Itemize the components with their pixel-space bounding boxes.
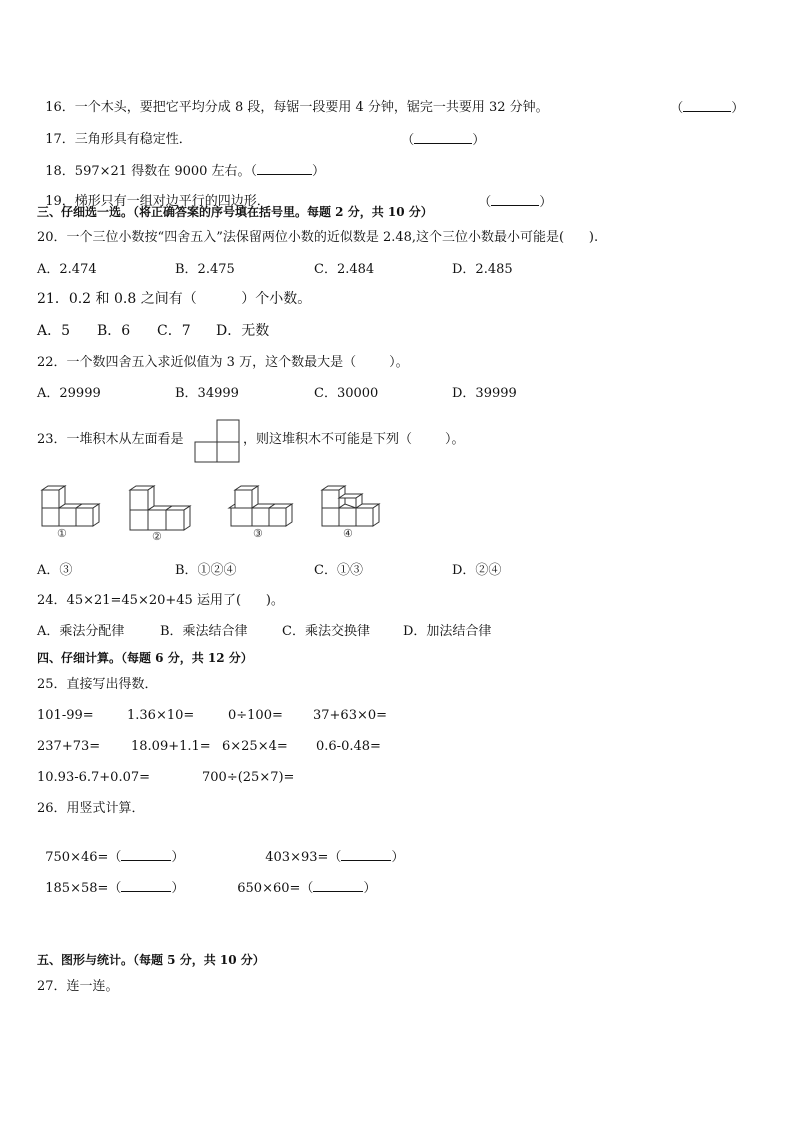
calc-expression: 403×93=（ (265, 850, 342, 865)
option-c[interactable]: C．30000 (314, 386, 379, 401)
bracket-right: ） (363, 881, 377, 896)
bracket-right: ） (391, 850, 405, 865)
question-18-text: 18．597×21 得数在 9000 左右。（ (45, 164, 258, 179)
figure-1-caption: ① (57, 527, 67, 540)
bracket-right: ） (171, 850, 185, 865)
calc-item: 37+63×0= (313, 708, 388, 723)
option-a[interactable]: A．乘法分配律 (37, 624, 125, 639)
option-b[interactable]: B．2.475 (175, 262, 235, 277)
question-23-text-b: ，则这堆积木不可能是下列（ ）。 (243, 432, 465, 447)
option-c[interactable]: C．①③ (314, 563, 363, 578)
vertical-calc-item (37, 864, 184, 897)
option-a[interactable]: A．29999 (37, 386, 101, 401)
blank-line[interactable] (414, 132, 472, 144)
question-20-text: 20．一个三位小数按“四舍五入”法保留两位小数的近似数是 2.48,这个三位小数最小可能是( ). (37, 230, 599, 245)
option-b[interactable]: B．①②④ (175, 563, 237, 578)
answer-blank-18[interactable] (257, 163, 312, 175)
answer-blank[interactable] (121, 849, 171, 861)
section-3-heading: 三、仔细选一选。（将正确答案的序号填在括号里。每题 2 分，共 10 分） (37, 205, 433, 219)
figure-2-caption: ② (152, 530, 162, 543)
question-27-text: 27．连一连。 (37, 979, 119, 994)
question-16-text: 16．一个木头，要把它平均分成 8 段，每锯一段要用 4 分钟，锯完一共要用 32 分钟。 (45, 100, 549, 115)
calc-expression: 650×60=（ (237, 881, 314, 896)
option-d[interactable]: D．加法结合律 (403, 624, 492, 639)
block-figure-2 (128, 486, 196, 532)
left-view-figure (193, 418, 241, 464)
calc-expression: 750×46=（ (45, 850, 122, 865)
calc-expression: 185×58=（ (45, 881, 122, 896)
block-figure-3 (229, 486, 293, 528)
calc-item: 18.09+1.1= (131, 739, 211, 754)
option-a[interactable]: A．③ (37, 563, 73, 578)
answer-blank[interactable] (313, 880, 363, 892)
question-17 (37, 116, 192, 148)
question-21-text: 21．0.2 和 0.8 之间有（ ）个小数。 (37, 291, 312, 307)
option-c[interactable]: C．乘法交换律 (282, 624, 370, 639)
section-4-heading: 四、仔细计算。（每题 6 分，共 12 分） (37, 651, 253, 665)
question-19-text: 19．梯形只有一组对边平行的四边形． (45, 194, 270, 209)
option-d[interactable]: D．2.485 (452, 262, 513, 277)
answer-blank[interactable] (121, 880, 171, 892)
option-d[interactable]: D．39999 (452, 386, 517, 401)
option-d[interactable]: D．无数 (216, 323, 270, 339)
question-25-text: 25．直接写出得数． (37, 677, 158, 692)
blank-line[interactable] (491, 194, 539, 206)
question-17-text: 17．三角形具有稳定性． (45, 132, 192, 147)
option-b[interactable]: B．34999 (175, 386, 239, 401)
question-16 (37, 84, 549, 116)
answer-blank-17[interactable] (393, 116, 485, 149)
calc-item: 101-99= (37, 708, 94, 723)
bracket-left: （ (401, 133, 415, 148)
answer-blank[interactable] (341, 849, 391, 861)
bracket-right: ） (539, 195, 553, 210)
question-18 (37, 147, 325, 180)
calc-item: 237+73= (37, 739, 101, 754)
bracket-left: （ (478, 195, 492, 210)
bracket-right: ） (472, 133, 486, 148)
answer-blank-16[interactable] (662, 84, 744, 117)
vertical-calc-item (229, 864, 376, 897)
calc-item: 0÷100= (228, 708, 283, 723)
calc-item: 1.36×10= (127, 708, 195, 723)
option-b[interactable]: B．6 (97, 323, 131, 339)
block-figure-1 (40, 486, 100, 528)
bracket-right: ） (171, 881, 185, 896)
option-b[interactable]: B．乘法结合律 (160, 624, 248, 639)
figure-4-caption: ④ (343, 527, 353, 540)
calc-item: 0.6-0.48= (316, 739, 381, 754)
option-a[interactable]: A．2.474 (37, 262, 97, 277)
figure-3-caption: ③ (253, 527, 263, 540)
section-5-heading: 五、图形与统计。（每题 5 分，共 10 分） (37, 953, 265, 967)
question-26-text: 26．用竖式计算． (37, 801, 145, 816)
question-22-text: 22．一个数四舍五入求近似值为 3 万，这个数最大是（ ）。 (37, 355, 409, 370)
answer-blank-19[interactable] (470, 178, 552, 211)
option-c[interactable]: C．7 (157, 323, 191, 339)
bracket-left: （ (670, 101, 684, 116)
question-23-text-a: 23．一堆积木从左面看是 (37, 432, 184, 447)
calc-item: 700÷(25×7)= (202, 770, 295, 785)
vertical-calc-item (37, 833, 184, 866)
option-d[interactable]: D．②④ (452, 563, 502, 578)
bracket-right: ） (312, 164, 326, 179)
vertical-calc-item (257, 833, 404, 866)
calc-item: 6×25×4= (222, 739, 288, 754)
bracket-right: ） (731, 101, 745, 116)
block-figure-4 (320, 486, 384, 528)
blank-line[interactable] (683, 100, 731, 112)
calc-item: 10.93-6.7+0.07= (37, 770, 151, 785)
option-c[interactable]: C．2.484 (314, 262, 375, 277)
question-24-text: 24．45×21=45×20+45 运用了( )。 (37, 593, 284, 608)
option-a[interactable]: A．5 (37, 323, 71, 339)
